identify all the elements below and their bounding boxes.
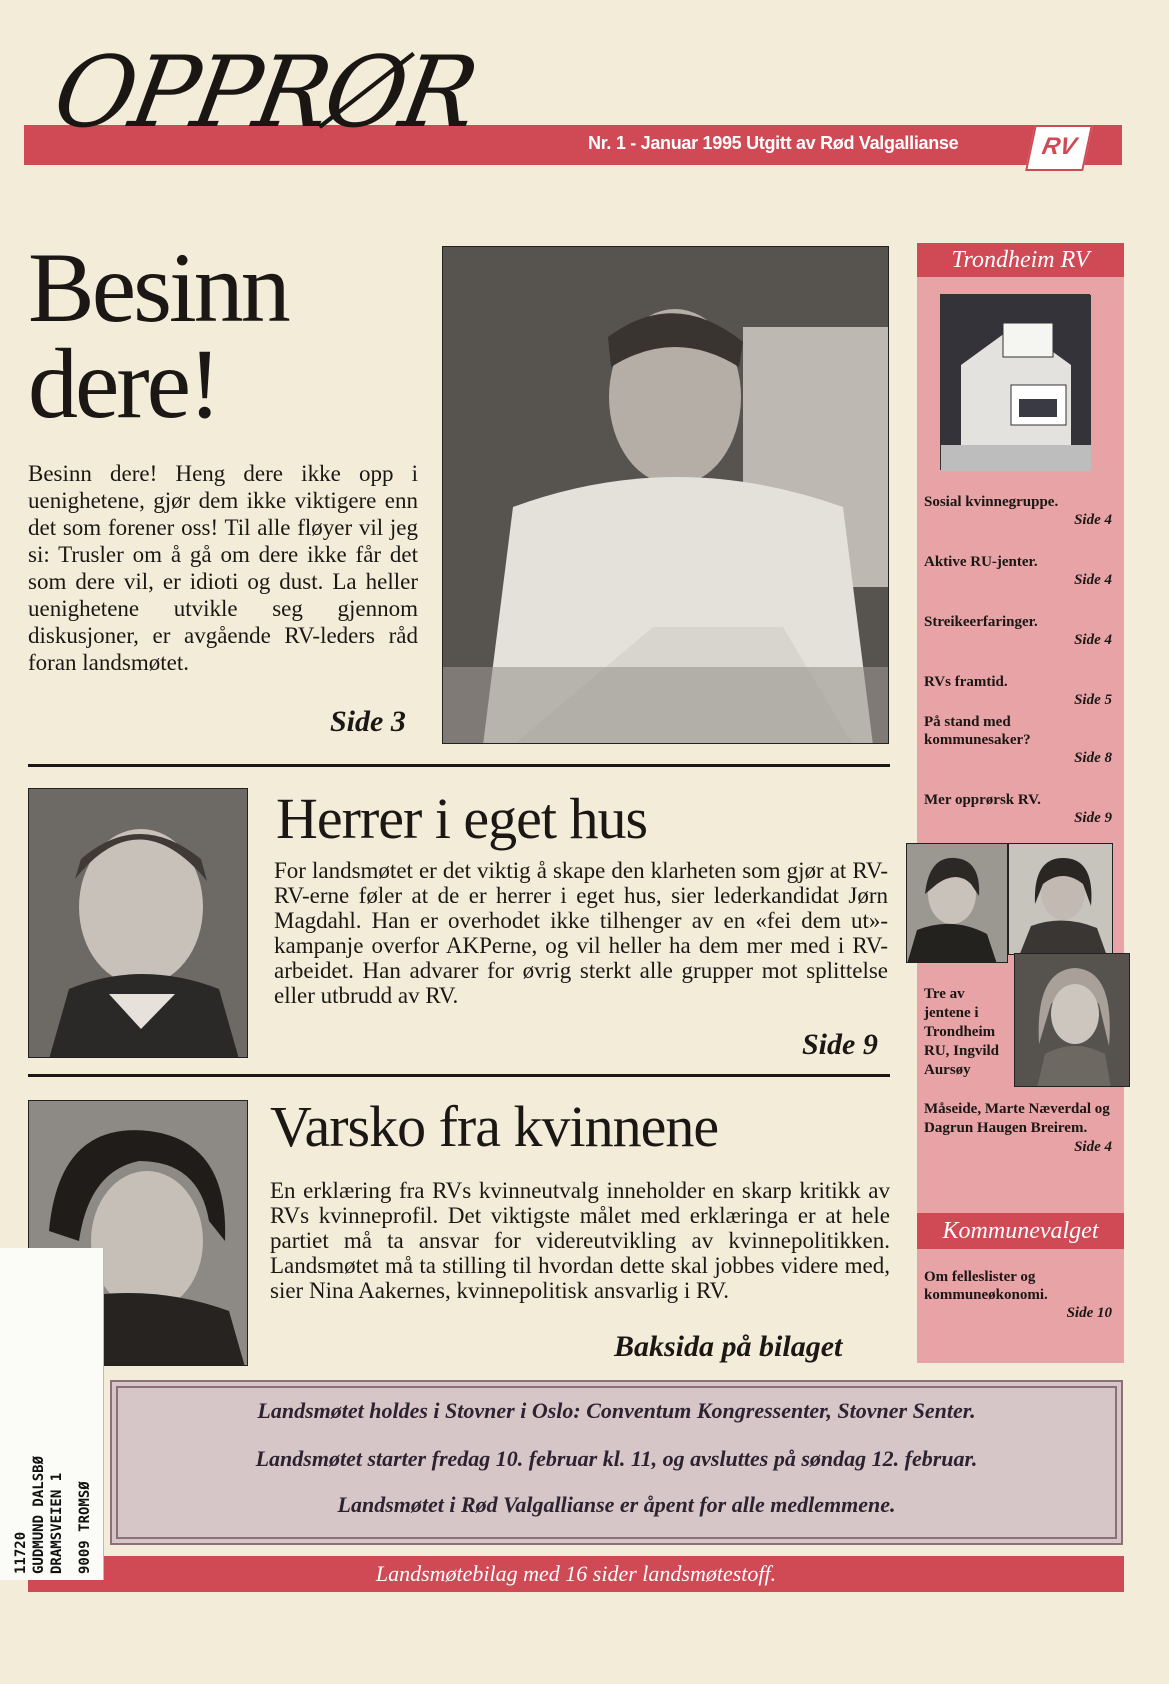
sidebar-item-page: Side 4 [1074,512,1112,528]
sidebar-item-page: Side 9 [1074,810,1112,826]
sidebar-item-page: Side 10 [1066,1305,1112,1321]
lead-headline-line2: dere! [28,328,219,439]
ru-photo-1 [906,843,1008,963]
ru-caption-continued [924,1100,1120,1157]
sidebar-item-page: Side 8 [1074,750,1112,766]
herrer-body: For landsmøtet er det viktig å skape den klarheten som gjør at RV-RV-erne føler at de er herrer i eget hus, sier lederkandidat Jørn Magdahl. Han er overhodet ikke tilhenger av en «fei dem ut»-kampanje overfor AKPerne, og vil heller ha dem mer med i RV-arbeidet. Han advarer for øvrig sterkt alle grupper mot splittelse eller utbrudd av RV. [274,858,888,1008]
divider [28,764,890,767]
sidebar-item-framtid [924,673,1120,709]
sidebar-item-label: RVs framtid. [924,674,1008,690]
rv-logo-badge: RV [1025,125,1093,171]
info-line-3: Landsmøtet i Rød Valgallianse er åpent for alle medlemmene. [337,1492,896,1517]
info-line-1: Landsmøtet holdes i Stovner i Oslo: Conventum Kongressenter, Stovner Senter. [257,1398,976,1423]
address-line-2: GUDMUND DALSBØ [31,1455,47,1574]
portrait-illustration [1009,844,1113,955]
portrait-illustration [29,789,248,1058]
sidebar-photo [940,294,1090,470]
sidebar-item-label: På stand med kommunesaker? [924,714,1031,748]
house-illustration [941,295,1091,471]
address-line-3: DRAMSVEIEN 1 [49,1472,65,1574]
lead-body: Besinn dere! Heng dere ikke opp i uenighetene, gjør dem ikke viktigere enn det som forener oss! Til alle fløyer vil jeg si: Trusler om å gå om dere ikke får det som dere vil, er idioti og dust. La heller uenighetene utvikle seg gjennom diskusjoner, er avgående RV-leders råd foran landsmøtet. [28,461,418,675]
sidebar-item-label: Sosial kvinnegruppe. [924,494,1059,510]
sidebar-item-page: Side 4 [1074,572,1112,588]
landsmote-info-box [110,1380,1123,1545]
address-line-1: 11720 [13,1531,29,1574]
ru-photo-2 [1008,843,1113,955]
lead-headline-line1: Besinn [28,232,288,343]
address-label [0,1248,104,1580]
issue-info: Nr. 1 - Januar 1995 Utgitt av Rød Valgallianse [588,133,959,153]
divider [28,1074,890,1077]
address-label-text [12,1254,94,1574]
sidebar-title: Trondheim RV [917,243,1124,277]
sidebar-item-ru-jenter [924,553,1120,589]
portrait-illustration [1015,954,1130,1087]
portrait-man-illustration [443,247,889,744]
sidebar-item-stand [924,713,1120,767]
sidebar-item-streik [924,613,1120,649]
address-line-4: 9009 TROMSØ [77,1481,93,1574]
ru-caption-text: Måseide, Marte Næverdal og Dagrun Haugen Breirem. [924,1101,1110,1136]
herrer-photo [28,788,248,1058]
varsko-body: En erklæring fra RVs kvinneutvalg inneholder en skarp kritikk av RVs kvinneprofil. Det viktigste målet med erklæringa er at hele partiet må ta ansvar for videreutvikling av kvinnepolitikken. Landsmøtet må ta stilling til hvordan dette skal jobbes videre med, sier Nina Aakernes, kvinnepolitisk ansvarlig i RV. [270,1178,890,1303]
sidebar-item-kommune [924,1268,1120,1322]
varsko-headline: Varsko fra kvinnene [270,1094,719,1159]
ru-photo-3 [1014,953,1130,1087]
sidebar-item-page: Side 5 [1074,692,1112,708]
sidebar-item-label: Mer opprørsk RV. [924,792,1041,808]
ru-caption: Tre av jentene i Trondheim RU, Ingvild Aursøy [924,986,1000,1078]
kommunevalget-title: Kommunevalget [917,1213,1124,1249]
sidebar-item-label: Om felleslister og kommuneøkonomi. [924,1269,1048,1303]
sidebar-item-page: Side 4 [1074,632,1112,648]
varsko-page-ref: Baksida på bilaget [614,1330,843,1363]
lead-page-ref: Side 3 [330,705,406,738]
footer-banner: Landsmøtebilag med 16 sider landsmøtestoff. [28,1556,1124,1592]
sidebar-item-sosial [924,493,1120,529]
herrer-headline: Herrer i eget hus [276,786,648,851]
info-line-2: Landsmøtet starter fredag 10. februar kl. 11, og avsluttes på søndag 12. februar. [255,1446,978,1471]
portrait-illustration [907,844,1008,963]
ru-caption-page: Side 4 [1074,1139,1112,1155]
herrer-page-ref: Side 9 [802,1028,878,1061]
sidebar-item-label: Aktive RU-jenter. [924,554,1038,570]
sidebar-item-opprorsk [924,791,1120,827]
masthead-logo: OPPRØR [45,36,483,150]
sidebar-item-label: Streikeerfaringer. [924,614,1038,630]
lead-photo [442,246,889,744]
lead-headline [28,232,288,439]
